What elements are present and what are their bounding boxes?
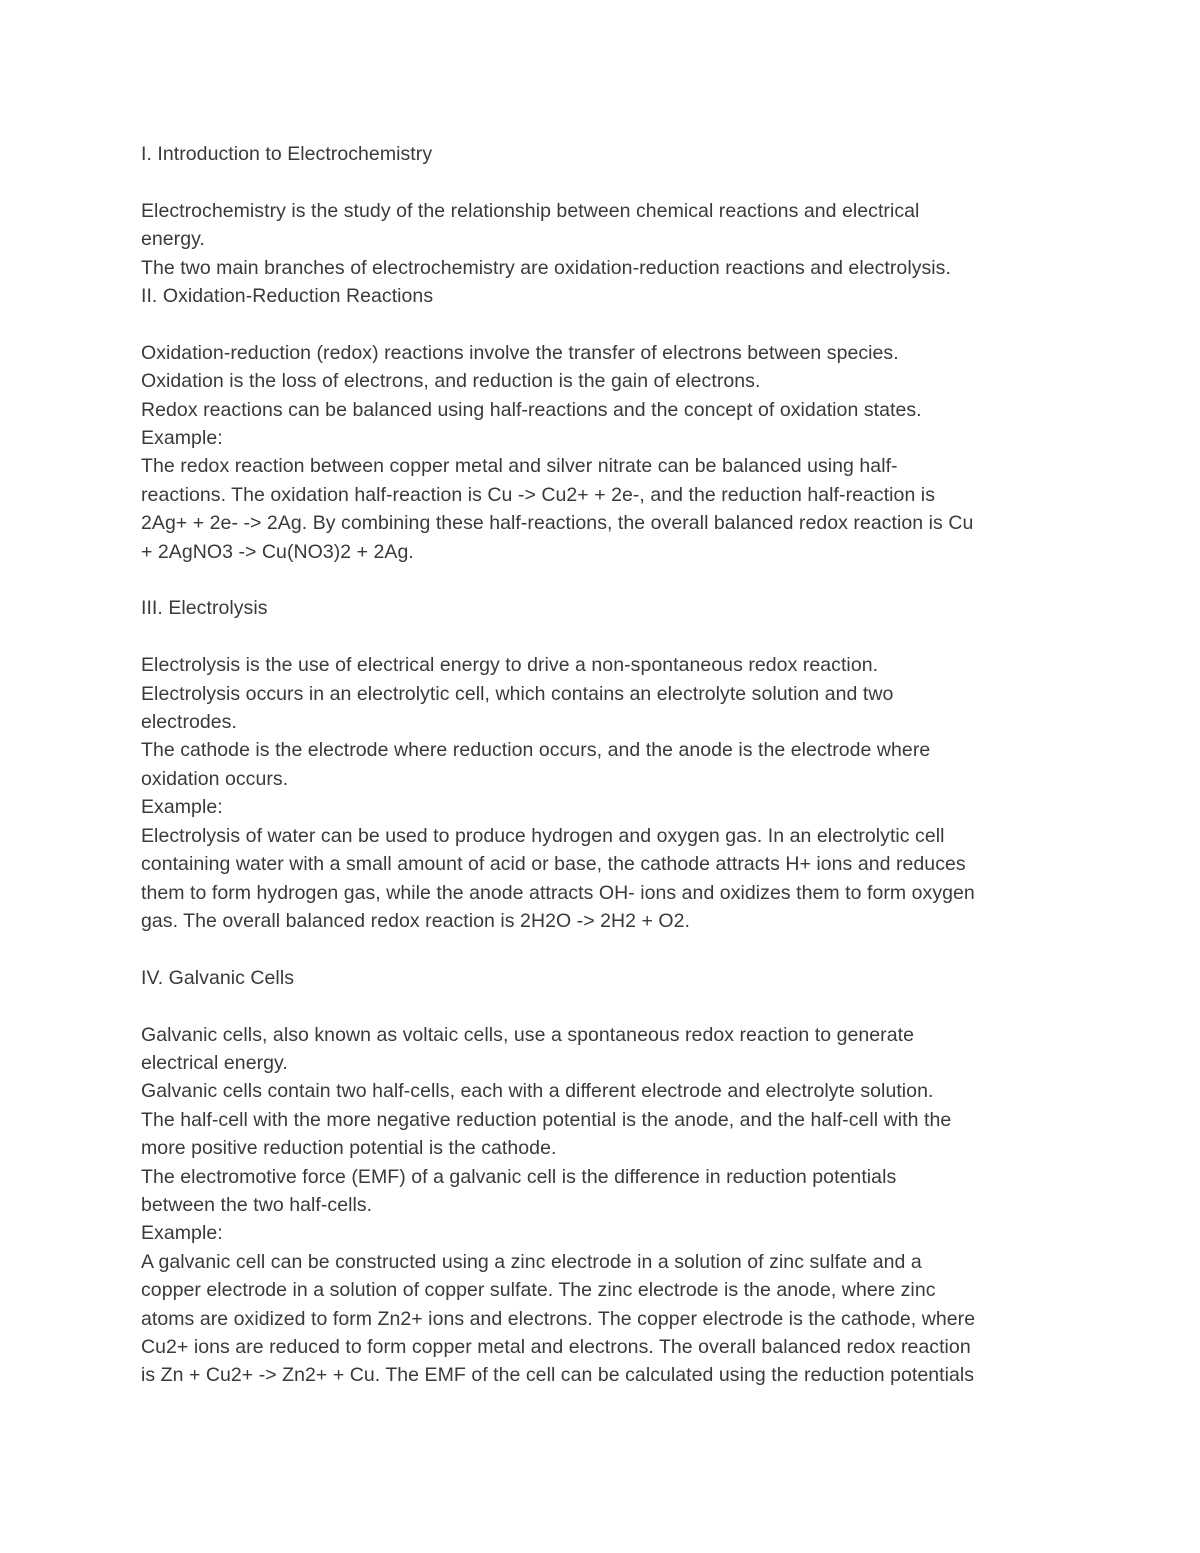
paragraph — [141, 651, 1071, 679]
paragraph — [141, 197, 1071, 254]
text-line: The cathode is the electrode where reduction occurs, and the anode is the electrode where — [141, 739, 931, 762]
text-line: them to form hydrogen gas, while the anode attracts OH- ions and oxidizes them to form oxygen — [141, 881, 975, 904]
example-label: Example: — [141, 796, 223, 819]
paragraph — [141, 367, 1071, 395]
blank-line — [141, 623, 1071, 651]
section-heading: II. Oxidation-Reduction Reactions — [141, 285, 434, 308]
text-line: Redox reactions can be balanced using half-reactions and the concept of oxidation states. — [141, 398, 922, 421]
text-line: The two main branches of electrochemistry are oxidation-reduction reactions and electrolysis. — [141, 256, 951, 279]
paragraph — [141, 1163, 1071, 1220]
text-line: gas. The overall balanced redox reaction is 2H2O -> 2H2 + O2. — [141, 909, 690, 932]
text-line: The redox reaction between copper metal and silver nitrate can be balanced using half- — [141, 455, 898, 478]
text-line: The electromotive force (EMF) of a galvanic cell is the difference in reduction potentials — [141, 1165, 897, 1188]
text-line: 2Ag+ + 2e- -> 2Ag. By combining these half-reactions, the overall balanced redox reaction is Cu — [141, 512, 974, 535]
section-galvanic-cells — [141, 964, 1071, 1390]
text-line: Galvanic cells, also known as voltaic cells, use a spontaneous redox reaction to generate — [141, 1023, 914, 1046]
paragraph — [141, 1106, 1071, 1163]
paragraph — [141, 1219, 1071, 1247]
blank-line — [141, 168, 1071, 196]
text-line: Galvanic cells contain two half-cells, each with a different electrode and electrolyte solution. — [141, 1080, 934, 1103]
section-heading: I. Introduction to Electrochemistry — [141, 143, 433, 165]
text-line: copper electrode in a solution of copper sulfate. The zinc electrode is the anode, where zinc — [141, 1279, 936, 1302]
text-line: electrical energy. — [141, 1051, 288, 1074]
paragraph — [141, 793, 1071, 821]
paragraph — [141, 680, 1071, 737]
blank-line — [141, 992, 1071, 1020]
paragraph — [141, 339, 1071, 367]
section-electrolysis — [141, 594, 1071, 963]
blank-line — [141, 566, 1071, 594]
paragraph — [141, 736, 1071, 793]
text-line: is Zn + Cu2+ -> Zn2+ + Cu. The EMF of the cell can be calculated using the reduction potentials — [141, 1364, 975, 1387]
paragraph — [141, 822, 1071, 936]
section-oxidation-reduction — [141, 282, 1071, 594]
text-line: Oxidation is the loss of electrons, and reduction is the gain of electrons. — [141, 370, 761, 393]
text-line: electrodes. — [141, 711, 237, 734]
text-line: + 2AgNO3 -> Cu(NO3)2 + 2Ag. — [141, 540, 414, 563]
example-label: Example: — [141, 427, 223, 450]
paragraph — [141, 1077, 1071, 1105]
blank-line — [141, 310, 1071, 338]
text-line: energy. — [141, 228, 205, 251]
text-line: Electrolysis occurs in an electrolytic cell, which contains an electrolyte solution and two — [141, 682, 894, 705]
paragraph — [141, 452, 1071, 566]
paragraph — [141, 424, 1071, 452]
section-introduction — [141, 140, 1071, 282]
document-body — [141, 140, 1071, 1390]
text-line: Electrolysis of water can be used to produce hydrogen and oxygen gas. In an electrolytic cell — [141, 824, 945, 847]
text-line: containing water with a small amount of acid or base, the cathode attracts H+ ions and reduces — [141, 853, 966, 876]
text-line: between the two half-cells. — [141, 1193, 373, 1216]
section-heading: III. Electrolysis — [141, 597, 268, 620]
text-line: Cu2+ ions are reduced to form copper metal and electrons. The overall balanced redox reaction — [141, 1335, 971, 1358]
paragraph — [141, 1248, 1071, 1390]
blank-line — [141, 935, 1071, 963]
text-line: Electrochemistry is the study of the relationship between chemical reactions and electrical — [141, 199, 920, 222]
text-line: atoms are oxidized to form Zn2+ ions and electrons. The copper electrode is the cathode, where — [141, 1307, 976, 1330]
text-line: Oxidation-reduction (redox) reactions involve the transfer of electrons between species. — [141, 341, 899, 364]
text-line: more positive reduction potential is the cathode. — [141, 1137, 557, 1160]
text-line: Electrolysis is the use of electrical energy to drive a non-spontaneous redox reaction. — [141, 654, 879, 677]
example-label: Example: — [141, 1222, 223, 1245]
paragraph — [141, 254, 1071, 282]
paragraph — [141, 396, 1071, 424]
section-heading: IV. Galvanic Cells — [141, 966, 294, 989]
text-line: The half-cell with the more negative reduction potential is the anode, and the half-cell with the — [141, 1108, 952, 1131]
text-line: A galvanic cell can be constructed using a zinc electrode in a solution of zinc sulfate and a — [141, 1250, 922, 1273]
text-line: oxidation occurs. — [141, 767, 289, 790]
text-line: reactions. The oxidation half-reaction is Cu -> Cu2+ + 2e-, and the reduction half-reaction is — [141, 483, 935, 506]
paragraph — [141, 1021, 1071, 1078]
